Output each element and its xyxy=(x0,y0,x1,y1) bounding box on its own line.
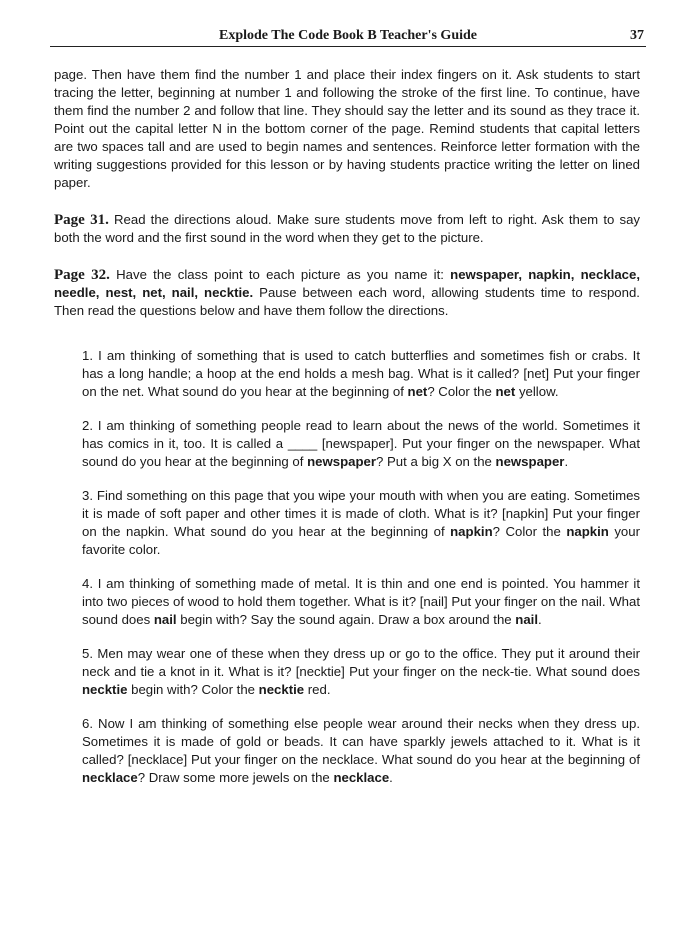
item-text: . xyxy=(389,770,393,785)
list-item xyxy=(82,417,640,471)
page32-text-after: Pause between each word, allowing students time to respond. Then read the questions below and have them follow the directions. xyxy=(54,285,640,318)
item-bold-word: necktie xyxy=(82,682,128,697)
item-bold-word: newspaper xyxy=(495,454,565,469)
intro-paragraph: page. Then have them find the number 1 and place their index fingers on it. Ask students to start tracing the letter, beginning at number 1 and following the stroke of the first line. To continue, have them find the number 2 and follow that line. They should say the letter and its sound as they trace it. Point out the capital letter N in the bottom corner of the page. Remind students that capital letters are two spaces tall and are used to begin names and sentences. Reinforce letter formation with the writing suggestions provided for this lesson or by having students practice writing the letter on lined paper. xyxy=(54,67,640,190)
page32-label: Page 32. xyxy=(54,267,110,283)
item-text: 5. Men may wear one of these when they dress up or go to the office. They put it around their neck and tie a knot in it. What is it? [necktie] Put your finger on the neck-tie. What sound does xyxy=(82,646,640,679)
running-header xyxy=(50,28,646,47)
item-bold-word: napkin xyxy=(566,524,609,539)
item-text: . xyxy=(538,612,542,627)
item-text: ? Color the xyxy=(492,524,567,539)
list-item xyxy=(82,715,640,787)
item-bold-word: necklace xyxy=(82,770,138,785)
item-text: ? Color the xyxy=(427,384,496,399)
item-bold-word: nail xyxy=(515,612,538,627)
item-text: 3. Find something on this page that you wipe your mouth with when you are eating. Sometimes it is made of soft paper and other times it is made of cloth. What is it? [napkin] Put your finger on the napkin. What sound do you hear at the beginning of xyxy=(82,488,640,539)
list-item xyxy=(82,347,640,401)
item-text: red. xyxy=(304,682,331,697)
page-number: 37 xyxy=(630,28,644,43)
header-title: Explode The Code Book B Teacher's Guide xyxy=(218,28,477,43)
page31-paragraph xyxy=(54,211,640,247)
page31-text: Read the directions aloud. Make sure students move from left to right. Ask them to say both the word and the first sound in the word when they get to the picture. xyxy=(54,212,640,245)
item-bold-word: net xyxy=(407,384,428,399)
item-bold-word: net xyxy=(495,384,516,399)
item-bold-word: nail xyxy=(153,612,177,627)
item-text: yellow. xyxy=(515,384,559,399)
item-text: 1. I am thinking of something that is used to catch butterflies and sometimes fish or crabs. It has a long handle; a hoop at the end holds a mesh bag. What is it called? [net] Put your finger on the net. What sound do you hear at the beginning of xyxy=(82,348,640,399)
item-text: ? Draw some more jewels on the xyxy=(137,770,334,785)
page32-text-before: Have the class point to each picture as you name it: xyxy=(116,267,444,282)
item-bold-word: necktie xyxy=(258,682,305,697)
list-item xyxy=(82,487,640,559)
item-bold-word: newspaper xyxy=(307,454,377,469)
page32-paragraph xyxy=(54,266,640,320)
item-text: . xyxy=(564,454,569,469)
page32-words: newspaper, napkin, necklace, needle, nest, net, nail, necktie. xyxy=(54,267,641,300)
item-bold-word: napkin xyxy=(450,524,493,539)
item-bold-word: necklace xyxy=(333,770,390,785)
question-list xyxy=(82,347,640,787)
item-text: your favorite color. xyxy=(82,524,640,557)
item-text: 2. I am thinking of something people read to learn about the news of the world. Sometimes it has comics in it, too. It is called a ____ [newspaper]. Put your finger on the newspaper. What sound do you hear at the beginning of xyxy=(82,418,640,469)
item-text: begin with? Say the sound again. Draw a box around the xyxy=(176,612,516,627)
page-body xyxy=(54,66,640,803)
item-text: 6. Now I am thinking of something else people wear around their necks when they dress up. Sometimes it is made of gold or beads. It can have sparkly jewels attached to it. What is it called? [necklace] Put your finger on the necklace. What sound do you hear at the beginning of xyxy=(82,716,640,767)
page31-label: Page 31. xyxy=(54,212,109,228)
item-text: 4. I am thinking of something made of metal. It is thin and one end is pointed. You hammer it into two pieces of wood to hold them together. What is it? [nail] Put your finger on the nail. What sound does xyxy=(82,576,640,627)
item-text: ? Put a big X on the xyxy=(376,454,496,469)
list-item xyxy=(82,575,640,629)
item-text: begin with? Color the xyxy=(127,682,259,697)
list-item xyxy=(82,645,640,699)
